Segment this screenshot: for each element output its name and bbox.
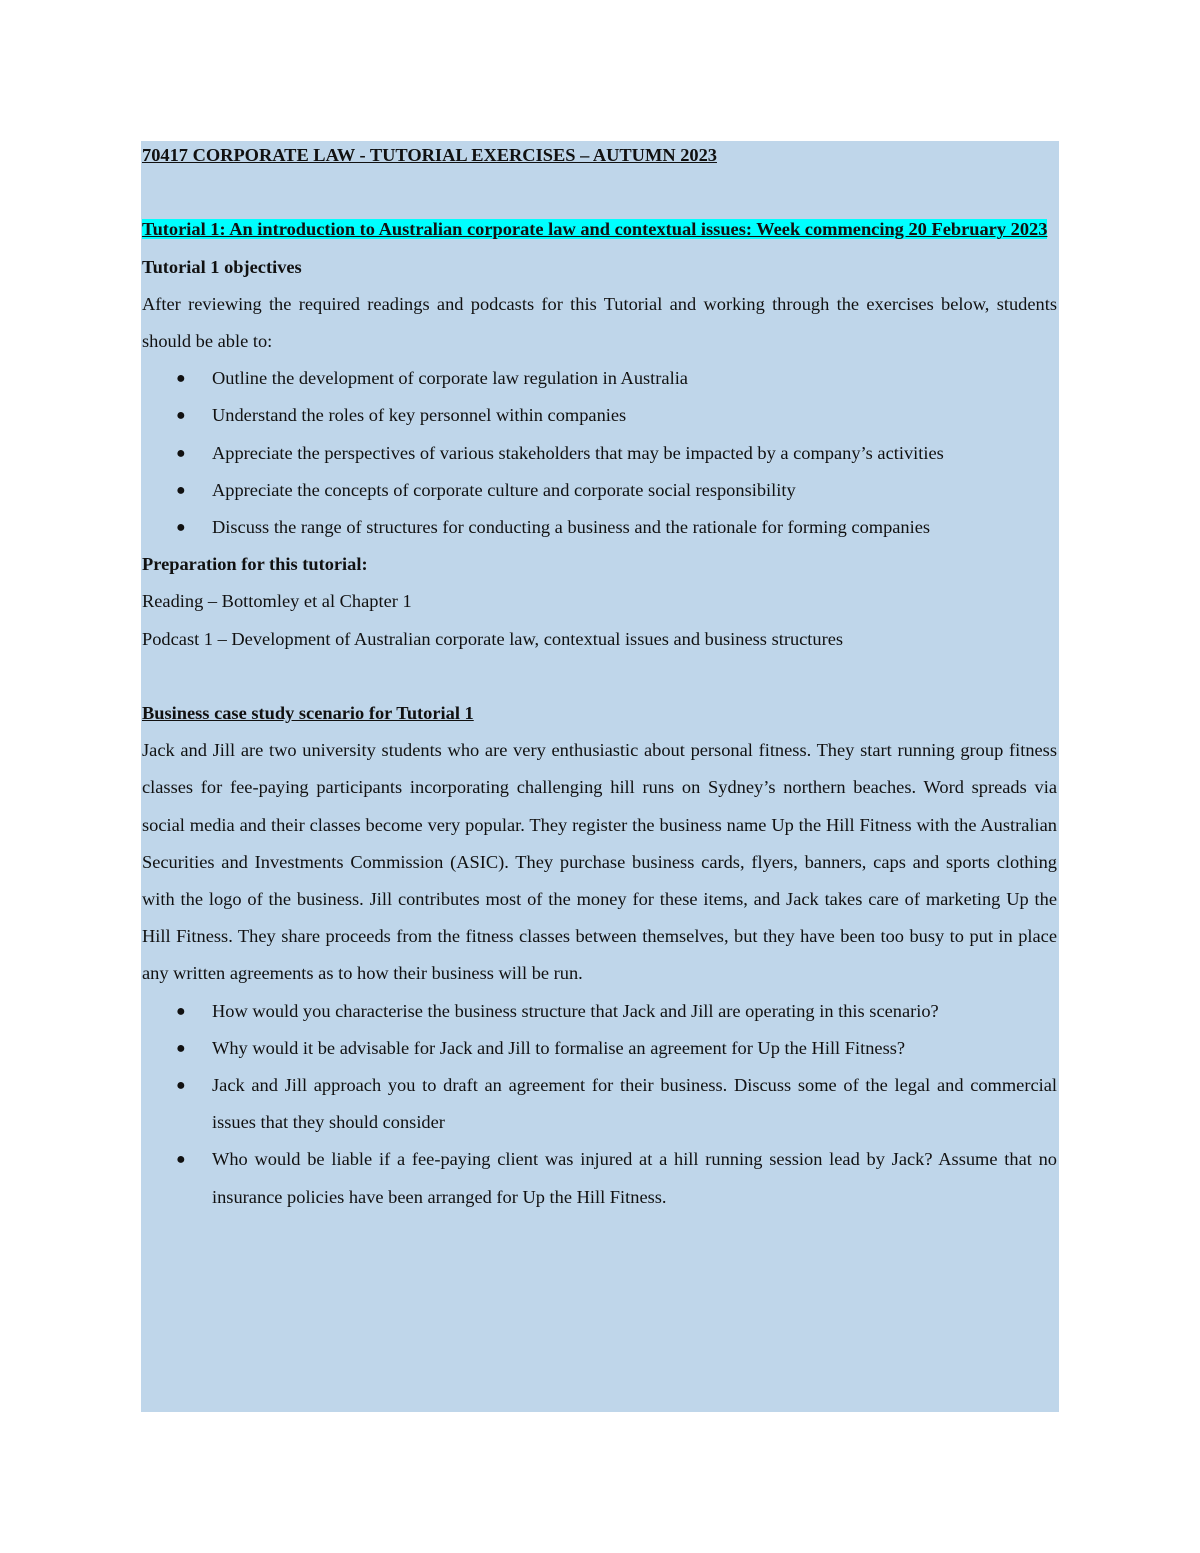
objective-text: Appreciate the concepts of corporate culture and corporate social responsibility: [212, 479, 796, 500]
list-item: [142, 1141, 1057, 1215]
objective-text: Appreciate the perspectives of various stakeholders that may be impacted by a company’s activities: [212, 442, 944, 463]
question-text: Jack and Jill approach you to draft an agreement for their business. Discuss some of the legal and commercial issues that they should consider: [212, 1075, 1057, 1133]
bullet-icon: ●: [176, 407, 186, 425]
page-heading: 70417 CORPORATE LAW - TUTORIAL EXERCISES – AUTUMN 2023: [142, 145, 717, 165]
podcast-line: Podcast 1 – Development of Australian corporate law, contextual issues and business structures: [142, 628, 844, 649]
objective-text: Understand the roles of key personnel within companies: [212, 405, 627, 426]
list-item: [142, 472, 1057, 509]
list-item: [142, 397, 1057, 434]
list-item: [142, 509, 1057, 546]
bullet-icon: ●: [176, 481, 186, 499]
question-text: How would you characterise the business structure that Jack and Jill are operating in this scenario?: [212, 1000, 939, 1021]
bullet-icon: ●: [176, 370, 186, 388]
bullet-icon: ●: [176, 1039, 186, 1057]
tutorial-title: [142, 211, 1057, 248]
objectives-list: [142, 360, 1057, 546]
list-item: [142, 435, 1057, 472]
question-text: Why would it be advisable for Jack and Jill to formalise an agreement for Up the Hill Fitness?: [212, 1037, 906, 1058]
list-item: [142, 993, 1057, 1030]
objective-text: Outline the development of corporate law regulation in Australia: [212, 368, 688, 389]
reading-line: Reading – Bottomley et al Chapter 1: [142, 591, 412, 612]
questions-list: [142, 993, 1057, 1216]
blank-line: [142, 658, 1057, 695]
bullet-icon: ●: [176, 1151, 186, 1169]
bullet-icon: ●: [176, 1077, 186, 1095]
tutorial-title-highlight: Tutorial 1: An introduction to Australian corporate law and contextual issues: Week commencing 20 February 2023: [142, 219, 1048, 240]
document-body: [142, 137, 1057, 1216]
objectives-intro: After reviewing the required readings and podcasts for this Tutorial and working through the exercises below, students should be able to:: [142, 293, 1057, 351]
question-text: Who would be liable if a fee-paying client was injured at a hill running session lead by Jack? Assume that no insurance policies have been arranged for Up the Hill Fitness.: [212, 1149, 1057, 1207]
objective-text: Discuss the range of structures for conducting a business and the rationale for forming companies: [212, 517, 931, 538]
list-item: [142, 1067, 1057, 1141]
list-item: [142, 1030, 1057, 1067]
case-study-text: Jack and Jill are two university students who are very enthusiastic about personal fitness. They start running group fitness classes for fee-paying participants incorporating challenging hill runs on Sydney’s northern beaches. Word spreads via social media and their classes become very popular. They register the business name Up the Hill Fitness with the Australian Securities and Investments Commission (ASIC). They purchase business cards, flyers, banners, caps and sports clothing with the logo of the business. Jill contributes most of the money for these items, and Jack takes care of marketing Up the Hill Fitness. They share proceeds from the fitness classes between themselves, but they have been too busy to put in place any written agreements as to how their business will be run.: [142, 740, 1057, 984]
list-item: [142, 360, 1057, 397]
bullet-icon: ●: [176, 1002, 186, 1020]
case-study-heading: Business case study scenario for Tutorial 1: [142, 703, 474, 724]
blank-line: [142, 174, 1057, 211]
objectives-heading: Tutorial 1 objectives: [142, 256, 302, 277]
preparation-heading: Preparation for this tutorial:: [142, 554, 368, 575]
bullet-icon: ●: [176, 444, 186, 462]
bullet-icon: ●: [176, 519, 186, 537]
